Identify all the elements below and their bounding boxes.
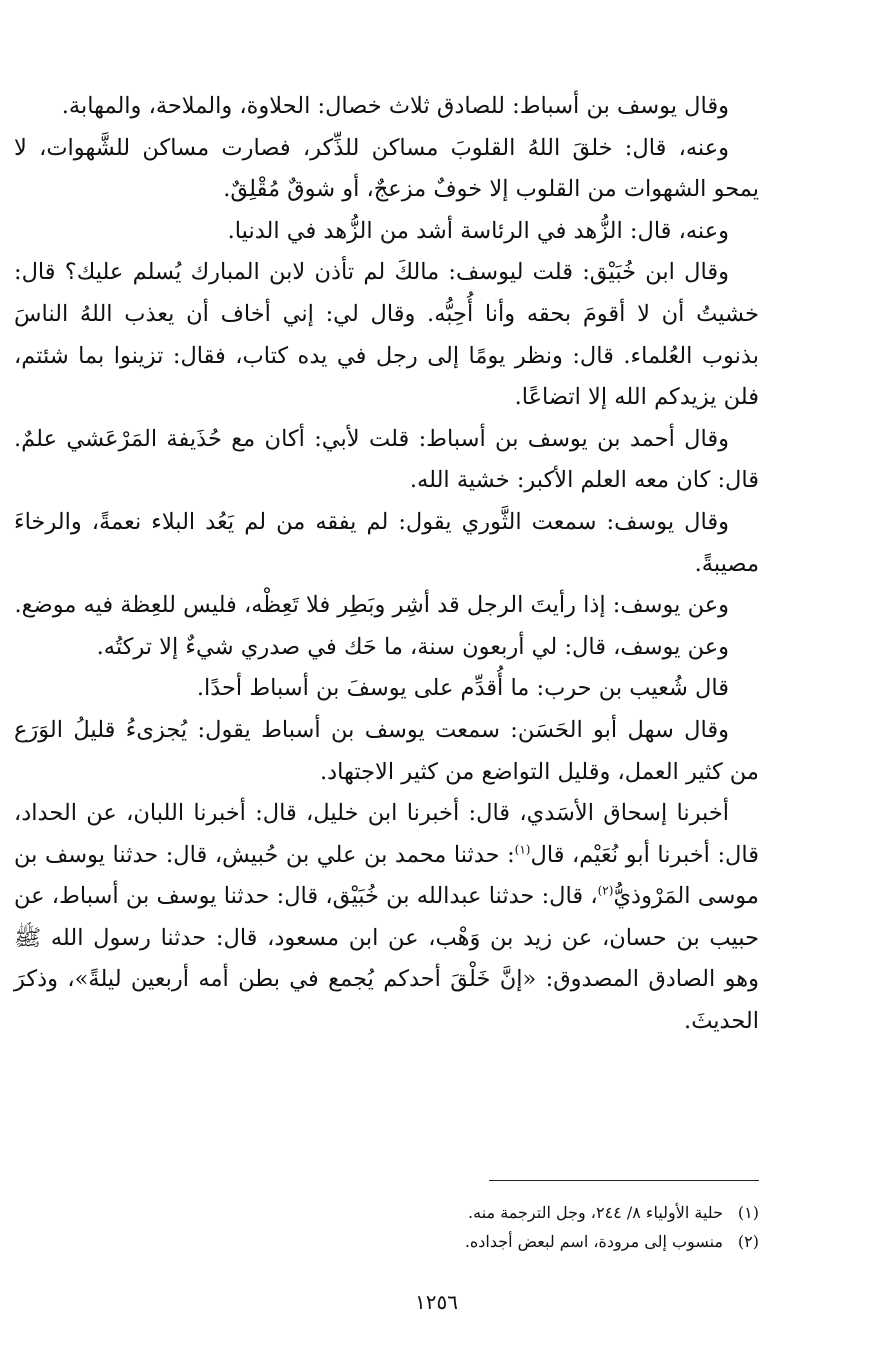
footnote-number: (١)	[737, 1203, 759, 1222]
footnote-divider	[489, 1180, 759, 1181]
footnote-ref: (٢)	[597, 883, 614, 898]
isnad-text: ، قال: حدثنا عبدالله بن خُبَيْق، قال: حدثنا يوسف بن أسباط، عن حبيب بن حسان، عن زيد بن وَهْب، عن ابن مسعود، قال: حدثنا رسول الله ﷺ وهو الصادق المصدوق: «إنَّ خَلْقَ أحدكم يُجمع في بطن أمه أربعين ليلةً»، وذكرَ الحديثَ.	[14, 883, 759, 1035]
paragraph: وقال سهل أبو الحَسَن: سمعت يوسف بن أسباط يقول: يُجزىءُ قليلُ الوَرَع من كثير العمل، وقليل التواضع من كثير الاجتهاد.	[14, 716, 759, 785]
paragraph: وعنه، قال: خلقَ اللهُ القلوبَ مساكن للذِّكر، فصارت مساكن للشَّهوات، لا يمحو الشهوات من القلوب إلا خوفٌ مزعجٌ، أو شوقٌ مُقْلِقٌ.	[14, 134, 759, 203]
footnote-text: حلية الأولياء ٨/ ٢٤٤، وجل الترجمة منه.	[468, 1203, 723, 1222]
footnote-ref: (١)	[514, 842, 531, 857]
paragraph: قال شُعيب بن حرب: ما أُقدِّم على يوسفَ بن أسباط أحدًا.	[196, 675, 729, 702]
paragraph: وقال ابن خُبَيْق: قلت ليوسف: مالكَ لم تأذن لابن المبارك يُسلم عليك؟ قال: خشيتُ أن لا أقومَ بحقه وأنا أُحِبُّه. وقال لي: إني أخاف أن يعذب اللهُ الناسَ بذنوب العُلماء. قال: ونظر يومًا إلى رجل في يده كتاب، فقال: تزينوا بما شئتم، فلن يزيدكم الله إلا اتضاعًا.	[14, 259, 759, 411]
footnote-text: منسوب إلى مرودة، اسم لبعض أجداده.	[464, 1232, 723, 1251]
paragraph: وقال يوسف بن أسباط: للصادق ثلاث خصال: الحلاوة، والملاحة، والمهابة.	[61, 93, 729, 119]
isnad-text: أخبرنا إسحاق الأسَدي، قال: أخبرنا ابن خليل، قال: أخبرنا اللبان، عن الحداد، قال: أخبرنا أبو نُعَيْم، قال	[14, 800, 759, 868]
footnotes	[14, 1198, 759, 1256]
page-number: ١٢٥٦	[415, 1290, 458, 1314]
paragraph: وعنه، قال: الزُّهد في الرئاسة أشد من الزُّهد في الدنيا.	[227, 217, 729, 244]
footnote	[14, 1227, 759, 1256]
isnad-paragraph	[14, 793, 759, 1043]
paragraph: وعن يوسف، قال: لي أربعون سنة، ما حَك في صدري شيءٌ إلا تركتُه.	[96, 633, 729, 660]
main-text	[14, 86, 759, 1043]
footnote	[14, 1198, 759, 1227]
paragraph: وقال يوسف: سمعت الثَّوري يقول: لم يفقه من لم يَعُد البلاء نعمةً، والرخاءَ مصيبةً.	[14, 508, 759, 577]
isnad-text: : حدثنا محمد بن علي بن حُبيش، قال: حدثنا يوسف بن موسى المَرْوذيُّ	[14, 841, 759, 910]
footnote-number: (٢)	[737, 1232, 759, 1251]
paragraph: وقال أحمد بن يوسف بن أسباط: قلت لأبي: أكان مع حُذَيفة المَرْعَشي علمٌ. قال: كان معه العلم الأكبر: خشية الله.	[14, 425, 759, 494]
paragraph: وعن يوسف: إذا رأيتَ الرجل قد أشِر وبَطِر فلا تَعِظْه، فليس للعِظة فيه موضع.	[14, 592, 729, 619]
